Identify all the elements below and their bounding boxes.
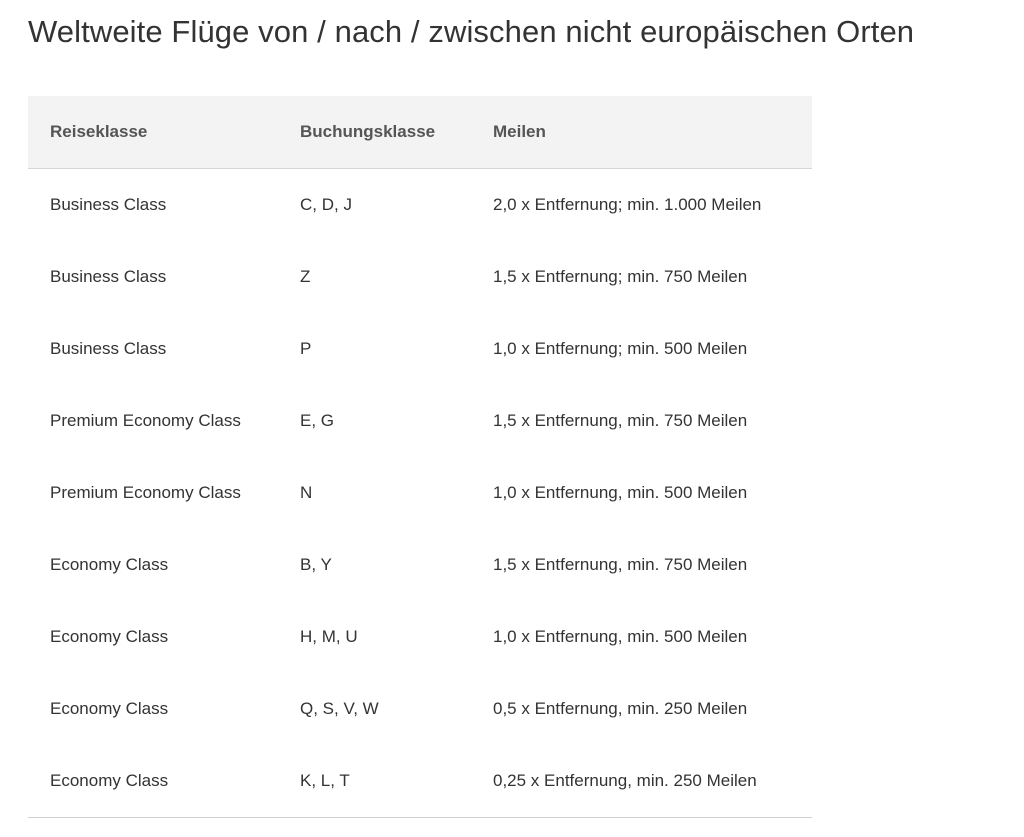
table-row [28, 169, 812, 242]
cell-buchungsklasse: N [300, 483, 313, 502]
cell-buchungsklasse: Z [300, 267, 311, 286]
cell-reiseklasse: Premium Economy Class [50, 411, 241, 430]
cell-reiseklasse: Premium Economy Class [50, 483, 241, 502]
cell-reiseklasse: Business Class [50, 339, 167, 358]
table-header [28, 96, 812, 169]
cell-meilen: 1,5 x Entfernung, min. 750 Meilen [493, 555, 748, 574]
table-row [28, 313, 812, 385]
cell-meilen: 1,0 x Entfernung, min. 500 Meilen [493, 483, 748, 502]
cell-reiseklasse: Economy Class [50, 555, 169, 574]
cell-meilen: 1,5 x Entfernung; min. 750 Meilen [493, 267, 748, 286]
cell-reiseklasse: Economy Class [50, 699, 169, 718]
table-row [28, 601, 812, 673]
miles-table [28, 96, 812, 818]
header-buchungsklasse: Buchungsklasse [278, 96, 471, 169]
page-title: Weltweite Flüge von / nach / zwischen nicht europäischen Orten [28, 14, 915, 49]
cell-meilen: 1,5 x Entfernung, min. 750 Meilen [493, 411, 748, 430]
cell-meilen: 1,0 x Entfernung, min. 500 Meilen [493, 627, 748, 646]
table-row [28, 385, 812, 457]
cell-buchungsklasse: C, D, J [300, 195, 352, 214]
cell-reiseklasse: Economy Class [50, 627, 169, 646]
cell-meilen: 2,0 x Entfernung; min. 1.000 Meilen [493, 195, 762, 214]
cell-buchungsklasse: Q, S, V, W [300, 699, 379, 718]
cell-reiseklasse: Business Class [50, 195, 167, 214]
cell-buchungsklasse: P [300, 339, 312, 358]
cell-meilen: 0,5 x Entfernung, min. 250 Meilen [493, 699, 748, 718]
table-header-row [28, 96, 812, 169]
cell-buchungsklasse: H, M, U [300, 627, 358, 646]
cell-reiseklasse: Business Class [50, 267, 167, 286]
cell-meilen: 1,0 x Entfernung; min. 500 Meilen [493, 339, 748, 358]
table-row [28, 529, 812, 601]
cell-buchungsklasse: B, Y [300, 555, 332, 574]
table-body [28, 169, 812, 818]
cell-meilen: 0,25 x Entfernung, min. 250 Meilen [471, 745, 812, 818]
table-row [28, 457, 812, 529]
table-row [28, 673, 812, 745]
header-meilen: Meilen [471, 96, 812, 169]
cell-buchungsklasse: E, G [300, 411, 335, 430]
table-row [28, 241, 812, 313]
cell-buchungsklasse: K, L, T [278, 745, 471, 818]
table-row [28, 745, 812, 818]
header-reiseklasse: Reiseklasse [28, 96, 278, 169]
cell-reiseklasse: Economy Class [28, 745, 278, 818]
